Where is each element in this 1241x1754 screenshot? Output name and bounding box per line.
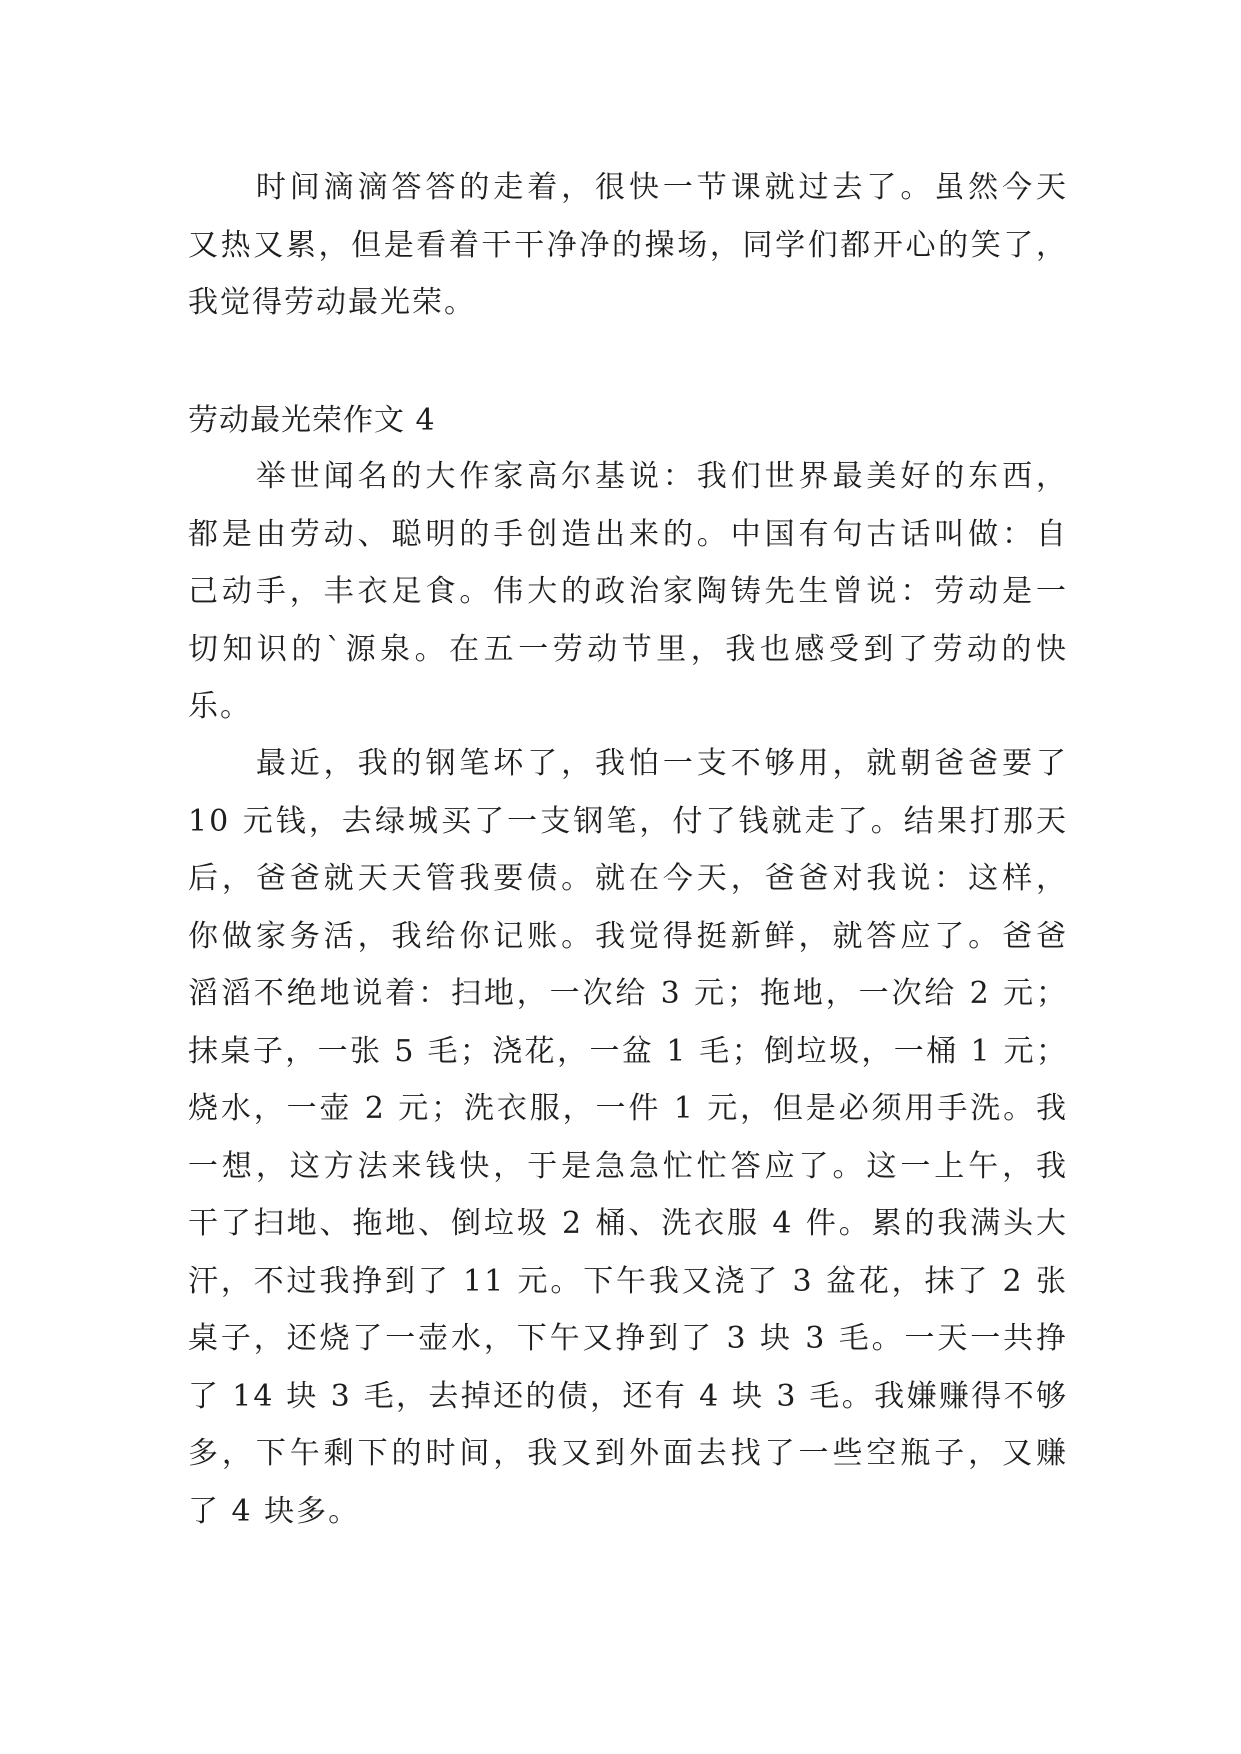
paragraph-line: 举世闻名的大作家高尔基说：我们世界最美好的东西， [188, 459, 1068, 494]
paragraph-line: 最近，我的钢笔坏了，我怕一支不够用，就朝爸爸要了 [188, 746, 1068, 781]
paragraph-line: 你做家务活，我给你记账。我觉得挺新鲜，就答应了。爸爸 [188, 918, 1068, 954]
paragraph-3 [188, 735, 1068, 1540]
paragraph-line: 了 14 块 3 毛，去掉还的债，还有 4 块 3 毛。我嫌赚得不够 [188, 1378, 1068, 1414]
paragraph-line: 多，下午剩下的时间，我又到外面去找了一些空瓶子，又赚 [188, 1436, 1068, 1471]
paragraph-line: 干了扫地、拖地、倒垃圾 2 桶、洗衣服 4 件。累的我满头大 [188, 1206, 1068, 1241]
paragraph-line: 又热又累，但是看着干干净净的操场，同学们都开心的笑了， [188, 227, 1068, 263]
paragraph-line: 10 元钱，去绿城买了一支钢笔，付了钱就走了。结果打那天 [188, 803, 1068, 839]
section-heading: 劳动最光荣作文 4 [188, 403, 436, 438]
paragraph-line: 汗，不过我挣到了 11 元。下午我又浇了 3 盆花，抹了 2 张 [188, 1263, 1068, 1299]
paragraph-line: 了 4 块多。 [188, 1493, 361, 1529]
paragraph-line: 烧水，一壶 2 元；洗衣服，一件 1 元，但是必须用手洗。我 [188, 1091, 1068, 1126]
paragraph-2 [188, 448, 1068, 736]
paragraph-line: 我觉得劳动最光荣。 [188, 285, 476, 320]
paragraph-1 [188, 159, 1068, 332]
paragraph-line: 乐。 [188, 689, 252, 724]
paragraph-line: 抹桌子，一张 5 毛；浇花，一盆 1 毛；倒垃圾，一桶 1 元； [188, 1033, 1068, 1069]
paragraph-line: 一想，这方法来钱快，于是急急忙忙答应了。这一上午，我 [188, 1148, 1068, 1184]
paragraph-line: 滔滔不绝地说着：扫地，一次给 3 元；拖地，一次给 2 元； [188, 976, 1068, 1011]
paragraph-line: 时间滴滴答答的走着，很快一节课就过去了。虽然今天 [188, 170, 1068, 205]
paragraph-line: 切知识的`源泉。在五一劳动节里，我也感受到了劳动的快 [188, 631, 1068, 667]
paragraph-line: 后，爸爸就天天管我要债。就在今天，爸爸对我说：这样， [188, 861, 1068, 896]
paragraph-line: 己动手，丰衣足食。伟大的政治家陶铸先生曾说：劳动是一 [188, 574, 1068, 609]
paragraph-line: 桌子，还烧了一壶水，下午又挣到了 3 块 3 毛。一天一共挣 [188, 1321, 1068, 1356]
paragraph-line: 都是由劳动、聪明的手创造出来的。中国有句古话叫做：自 [188, 516, 1068, 552]
